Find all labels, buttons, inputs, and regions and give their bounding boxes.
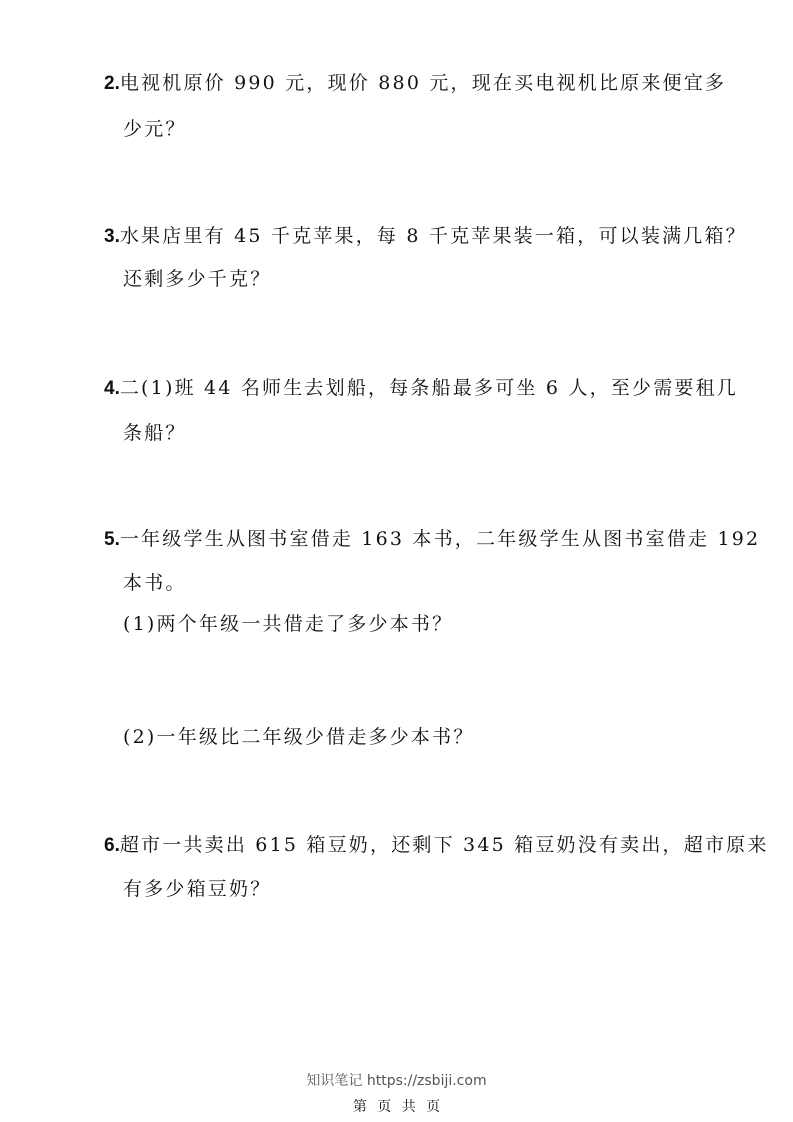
problem-5-line-1	[104, 528, 761, 552]
problem-6-text-1: 超市一共卖出 615 箱豆奶，还剩下 345 箱豆奶没有卖出，超市原来	[119, 834, 769, 856]
problem-2-line-1	[104, 72, 727, 96]
problem-5-number: 5.	[104, 529, 120, 550]
problem-2-line-2	[104, 120, 704, 142]
problem-3-text-1: 水果店里有 45 千克苹果，每 8 千克苹果装一箱，可以装满几箱？	[119, 225, 747, 247]
problem-3-line-2	[104, 270, 704, 292]
footer-page-number: 第 页 共 页	[352, 1099, 441, 1115]
problem-3-number: 3.	[104, 226, 120, 247]
problem-4-number: 4.	[104, 378, 120, 399]
problem-6	[104, 834, 769, 902]
problem-2-number: 2.	[104, 73, 120, 94]
problem-4-text-2: 条船？	[123, 422, 187, 444]
problem-2	[104, 72, 727, 142]
problem-4-text-1: 二(1)班 44 名师生去划船，每条船最多可坐 6 人，至少需要租几	[119, 377, 738, 399]
problem-3-line-1	[104, 225, 747, 249]
problem-6-text-2: 有多少箱豆奶？	[123, 878, 272, 900]
problem-4-line-1	[104, 377, 738, 401]
problem-5-text-1: 一年级学生从图书室借走 163 本书，二年级学生从图书室借走 192	[119, 528, 761, 550]
problem-3-text-2: 还剩多少千克？	[123, 268, 272, 290]
footer-source-link[interactable]: 知识笔记 https://zsbiji.com	[306, 1073, 487, 1089]
problem-5-text-2: 本书。	[123, 572, 187, 594]
problem-5-line-2	[104, 574, 704, 596]
problem-6-line-2	[104, 880, 704, 902]
problem-5-subquestion-2: (2)一年级比二年级少借走多少本书？	[123, 726, 475, 748]
problem-2-text-2: 少元？	[123, 118, 187, 140]
problem-4-line-2	[104, 424, 704, 446]
problem-4	[104, 377, 738, 446]
problem-6-line-1	[104, 834, 769, 858]
problem-2-text-1: 电视机原价 990 元，现价 880 元，现在买电视机比原来便宜多	[119, 72, 727, 94]
problem-5	[104, 528, 761, 596]
problem-5-subquestion-1: (1)两个年级一共借走了多少本书？	[123, 613, 454, 635]
problem-3	[104, 225, 747, 292]
problem-6-number: 6.	[104, 835, 120, 856]
